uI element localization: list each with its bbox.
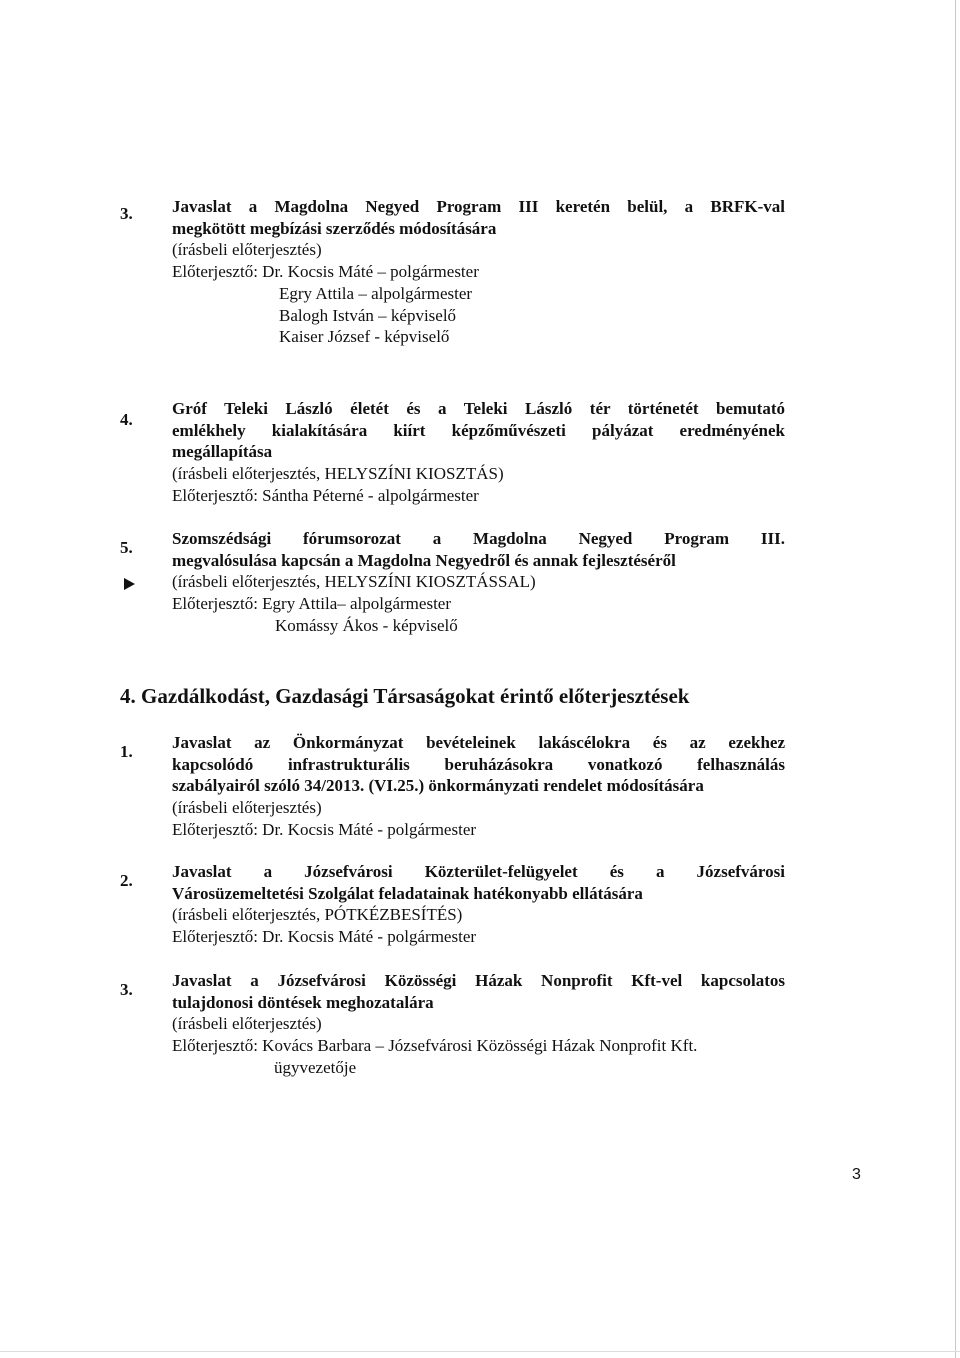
item-title-line: Gróf Teleki László életét és a Teleki László tér történetét bemutató — [172, 399, 785, 418]
item-number: 2. — [120, 871, 133, 890]
item-body — [172, 732, 785, 841]
item-co-presenter: Egry Attila – alpolgármester — [279, 283, 473, 303]
item-number: 3. — [120, 980, 133, 999]
item-co-presenter: Komássy Ákos - képviselő — [275, 615, 458, 635]
item-body — [172, 861, 785, 948]
item-title-line: Javaslat a Magdolna Negyed Program III keretén belül, a BRFK-val — [172, 197, 785, 216]
item-title-line: Városüzemeltetési Szolgálat feladatainak hatékonyabb ellátására — [172, 883, 643, 903]
item-title-line: tulajdonosi döntések meghozatalára — [172, 992, 434, 1012]
item-presenter: Előterjesztő: Kovács Barbara – Józsefvárosi Közösségi Házak Nonprofit Kft. — [172, 1036, 698, 1056]
item-note: (írásbeli előterjesztés, HELYSZÍNI KIOSZTÁSSAL) — [172, 572, 536, 592]
item-title-line: Szomszédsági fórumsorozat a Magdolna Negyed Program III. — [172, 529, 785, 548]
item-body — [172, 970, 785, 1079]
item-title-line: emlékhely kialakítására kiírt képzőművészeti pályázat eredményének — [172, 420, 785, 440]
item-title-line: szabályairól szóló 34/2013. (VI.25.) önkormányzati rendelet módosítására — [172, 776, 704, 796]
item-number: 1. — [120, 742, 133, 761]
item-presenter: Előterjesztő: Dr. Kocsis Máté - polgármester — [172, 927, 477, 947]
item-note: (írásbeli előterjesztés) — [172, 798, 322, 818]
play-arrow-icon — [124, 578, 135, 590]
page-number: 3 — [852, 1166, 861, 1183]
scan-edge-line — [955, 0, 956, 1358]
item-number: 3. — [120, 204, 133, 223]
item-title-line: Javaslat a Józsefvárosi Közterület-felügyelet és a Józsefvárosi — [172, 862, 785, 881]
item-presenter: Előterjesztő: Dr. Kocsis Máté - polgármester — [172, 819, 477, 839]
item-title-line: Javaslat az Önkormányzat bevételeinek lakáscélokra és az ezekhez — [172, 733, 785, 752]
item-note: (írásbeli előterjesztés) — [172, 240, 322, 260]
item-presenter: Előterjesztő: Dr. Kocsis Máté – polgármester — [172, 262, 479, 282]
item-note: (írásbeli előterjesztés) — [172, 1014, 322, 1034]
item-title-line: kapcsolódó infrastrukturális beruházásokra vonatkozó felhasználás — [172, 754, 785, 774]
item-co-presenter: Balogh István – képviselő — [279, 305, 457, 325]
item-title-line: megkötött megbízási szerződés módosítására — [172, 218, 497, 238]
item-co-presenter: ügyvezetője — [274, 1057, 357, 1077]
item-note: (írásbeli előterjesztés, PÓTKÉZBESÍTÉS) — [172, 905, 463, 925]
item-title-line: Javaslat a Józsefvárosi Közösségi Házak Nonprofit Kft-vel kapcsolatos — [172, 971, 785, 990]
item-title-line: megállapítása — [172, 442, 273, 462]
item-number: 5. — [120, 538, 133, 557]
item-co-presenter: Kaiser József - képviselő — [279, 327, 450, 347]
scan-bottom-line — [0, 1351, 960, 1352]
item-presenter: Előterjesztő: Egry Attila– alpolgármester — [172, 594, 451, 614]
item-body — [172, 196, 785, 348]
item-title-line: megvalósulása kapcsán a Magdolna Negyedről és annak fejlesztéséről — [172, 550, 676, 570]
item-body — [172, 528, 785, 637]
item-note: (írásbeli előterjesztés, HELYSZÍNI KIOSZTÁS) — [172, 464, 504, 484]
item-presenter: Előterjesztő: Sántha Péterné - alpolgármester — [172, 485, 479, 505]
section-heading: 4. Gazdálkodást, Gazdasági Társaságokat érintő előterjesztések — [120, 684, 690, 708]
item-number: 4. — [120, 410, 133, 429]
item-body — [172, 398, 785, 507]
